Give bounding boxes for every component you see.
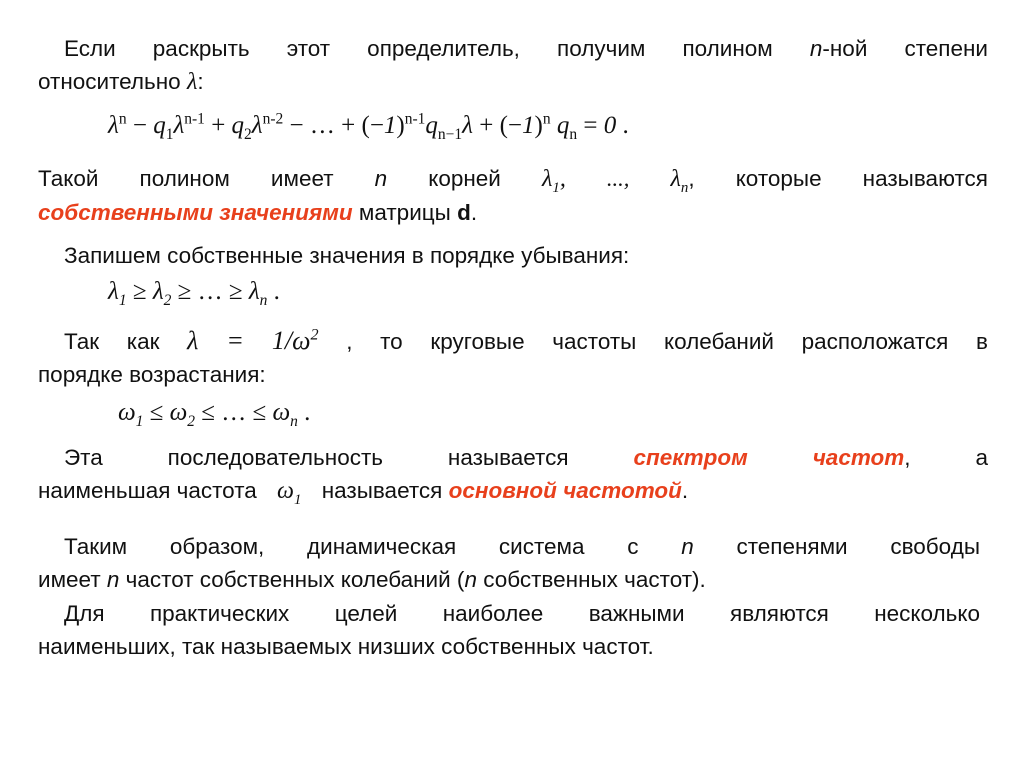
var-n: n <box>681 534 694 559</box>
highlight-fundamental-frequency: основной частотой <box>448 478 682 503</box>
characteristic-polynomial-formula: $\lambda^n - q_1\lambda^{n-1} + q_2\lambda^{n-2}$ − … + $(-1)^{n-1}q_{n-1}\lambda + (-1)^n$ $q_n = 0$ . <box>108 110 629 143</box>
paragraph-practical <box>38 597 980 663</box>
text: относительно <box>38 69 181 94</box>
paragraph-roots-line2 <box>38 196 988 229</box>
period: . <box>681 478 689 503</box>
text: имеет <box>38 567 101 592</box>
text: наименьшая частота <box>38 478 257 503</box>
ellipsis: ..., <box>606 166 630 191</box>
lambda-1: $\lambda_1$, <box>541 166 566 196</box>
paragraph-spectrum-line2 <box>38 474 988 508</box>
matrix-d: d <box>457 200 471 225</box>
paragraph-summary-line1 <box>38 530 980 563</box>
paragraph-intro <box>38 32 988 99</box>
text: Такой полином имеет <box>38 166 334 191</box>
var-n: n <box>374 166 388 191</box>
text: Если раскрыть этот определитель, получим полином <box>64 36 773 61</box>
paragraph-summary-line2 <box>38 563 980 596</box>
var-n: n <box>809 36 823 61</box>
var-n: n <box>106 567 120 592</box>
var-n: n <box>464 567 477 592</box>
lambda-n: $\lambda_n$ <box>670 166 689 196</box>
text: , а <box>904 445 988 470</box>
paragraph-intro-line1 <box>38 32 988 65</box>
text: Эта последовательность называется <box>64 445 569 470</box>
frequency-order-formula: $\omega_1 \le \omega_2$ ≤ … ≤ $\omega_n$ . <box>118 399 311 430</box>
paragraph-roots <box>38 162 988 229</box>
omega-1: $\omega_1$ <box>277 478 302 508</box>
period: . <box>470 200 478 225</box>
text: частот собственных колебаний ( <box>125 567 465 592</box>
lambda-omega-relation: $\lambda = 1/\omega^2$ <box>187 326 319 355</box>
text: Так как <box>64 329 160 354</box>
text: степенями свободы <box>736 534 980 559</box>
highlight-eigenvalues: собственными значениями <box>38 200 353 225</box>
paragraph-frequencies-line1 <box>38 324 988 358</box>
colon: : <box>197 69 204 94</box>
paragraph-roots-line1 <box>38 162 988 196</box>
paragraph-practical-line1: Для практических целей наиболее важными являются несколько <box>64 601 980 626</box>
highlight-frequency-spectrum: спектром частот <box>633 445 905 470</box>
paragraph-order-text: Запишем собственные значения в порядке убывания: <box>64 243 630 268</box>
text: называется <box>321 478 443 503</box>
text: -ной степени <box>822 36 988 61</box>
paragraph-order <box>38 239 988 272</box>
paragraph-summary <box>38 530 980 596</box>
text: матрицы <box>358 200 451 225</box>
text: Таким образом, динамическая система с <box>64 534 639 559</box>
paragraph-frequencies-line2: порядке возрастания: <box>38 362 266 387</box>
text: , которые называются <box>688 166 988 191</box>
paragraph-spectrum-line1 <box>38 441 988 474</box>
text: , то круговые частоты колебаний расположатся в <box>346 329 988 354</box>
paragraph-intro-line2 <box>38 65 988 99</box>
text: собственных частот). <box>483 567 706 592</box>
paragraph-frequencies <box>38 324 988 391</box>
lambda-symbol: λ <box>186 69 198 95</box>
paragraph-spectrum <box>38 441 988 508</box>
text: корней <box>428 166 501 191</box>
eigenvalue-order-formula: $\lambda_1 \ge \lambda_2$ ≥ … ≥ $\lambda_n$ . <box>108 278 280 309</box>
paragraph-practical-line2: наименьших, так называемых низших собственных частот. <box>38 634 654 659</box>
